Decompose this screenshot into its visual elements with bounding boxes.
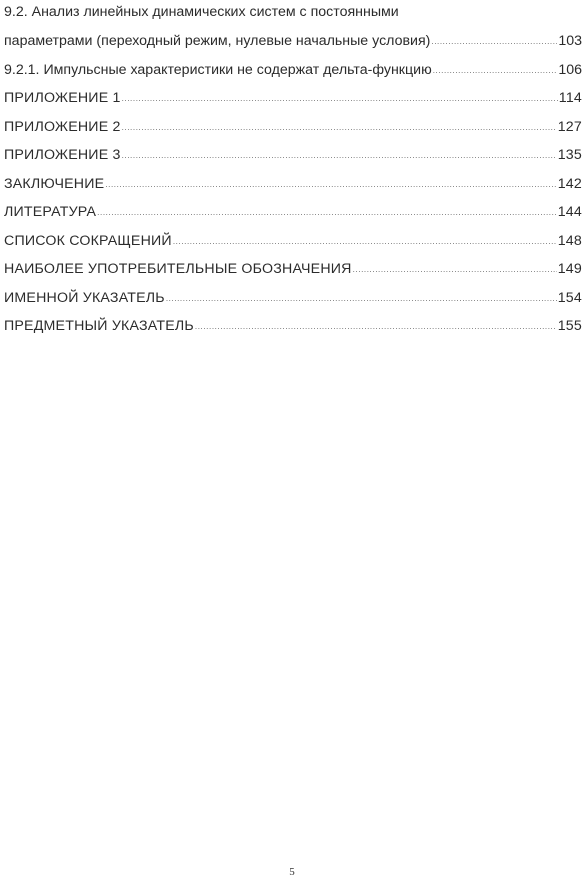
toc-entry-page: 135 xyxy=(557,147,582,163)
toc-entry-appendix-3[interactable] xyxy=(4,145,582,165)
toc-entry-9-2-1[interactable] xyxy=(4,60,582,80)
toc-entry-title: ЛИТЕРАТУРА xyxy=(4,204,97,220)
toc-entry-title: 9.2.1. Импульсные характеристики не содержат дельта-функцию xyxy=(4,61,432,78)
toc-entry-subject-index[interactable] xyxy=(4,316,582,336)
dot-leader xyxy=(173,230,557,250)
toc-entry-page: 148 xyxy=(557,232,582,249)
dot-leader xyxy=(122,144,557,164)
toc-entry-page: 155 xyxy=(557,318,582,334)
toc-entry-page: 144 xyxy=(557,204,582,220)
toc-entry-title: параметрами (переходный режим, нулевые начальные условия) xyxy=(4,33,431,49)
dot-leader xyxy=(433,59,558,79)
toc-entry-title: НАИБОЛЕЕ УПОТРЕБИТЕЛЬНЫЕ ОБОЗНАЧЕНИЯ xyxy=(4,261,352,277)
dot-leader xyxy=(122,116,557,136)
table-of-contents xyxy=(4,2,582,345)
toc-entry-9-2[interactable] xyxy=(4,31,582,51)
dot-leader xyxy=(122,87,558,107)
toc-entry-conclusion[interactable] xyxy=(4,174,582,194)
toc-entry-page: 103 xyxy=(558,33,582,49)
toc-entry-page: 114 xyxy=(558,90,582,106)
dot-leader xyxy=(105,173,556,193)
toc-entry-page: 149 xyxy=(557,261,582,277)
toc-entry-title: ПРИЛОЖЕНИЕ 1 xyxy=(4,90,121,106)
toc-entry-page: 142 xyxy=(557,175,582,192)
toc-entry-abbreviations[interactable] xyxy=(4,231,582,251)
toc-entry-appendix-2[interactable] xyxy=(4,117,582,137)
toc-entry-page: 154 xyxy=(557,289,582,306)
toc-entry-name-index[interactable] xyxy=(4,288,582,308)
toc-entry-notation[interactable] xyxy=(4,259,582,279)
toc-entry-title: ПРИЛОЖЕНИЕ 2 xyxy=(4,118,121,135)
toc-entry-literature[interactable] xyxy=(4,202,582,222)
toc-entry-title: ИМЕННОЙ УКАЗАТЕЛЬ xyxy=(4,289,165,306)
toc-entry-title: ПРИЛОЖЕНИЕ 3 xyxy=(4,147,121,163)
toc-entry-page: 127 xyxy=(557,118,582,135)
dot-leader xyxy=(353,258,557,278)
toc-entry-page: 106 xyxy=(558,61,582,78)
dot-leader xyxy=(166,287,557,307)
toc-entry-title: ЗАКЛЮЧЕНИЕ xyxy=(4,175,105,192)
toc-entry-title: ПРЕДМЕТНЫЙ УКАЗАТЕЛЬ xyxy=(4,318,194,334)
dot-leader xyxy=(97,201,557,221)
page-number: 5 xyxy=(289,866,295,878)
toc-entry-9-2-line1: 9.2. Анализ линейных динамических систем с постоянными xyxy=(4,4,399,20)
dot-leader xyxy=(431,30,557,50)
toc-entry-title: СПИСОК СОКРАЩЕНИЙ xyxy=(4,232,172,249)
dot-leader xyxy=(195,315,557,335)
toc-entry-appendix-1[interactable] xyxy=(4,88,582,108)
